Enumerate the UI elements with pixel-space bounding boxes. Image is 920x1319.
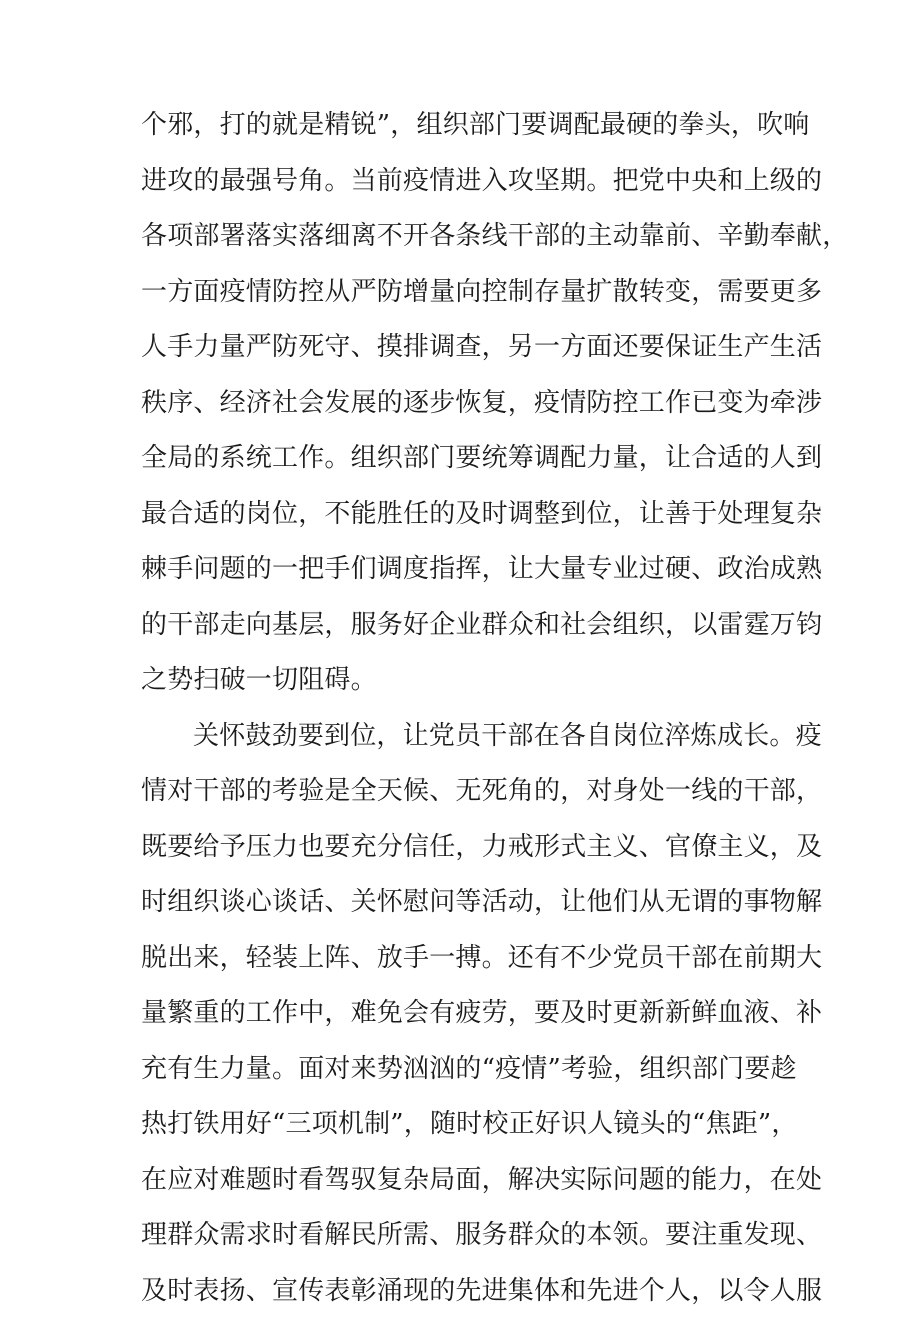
paragraph-1-line-9: 棘手问题的一把手们调度指挥，让大量专业过硬、政治成熟 [141, 542, 781, 598]
paragraph-1-line-1: 个邪，打的就是精锐”，组织部门要调配最硬的拳头，吹响 [141, 98, 781, 154]
paragraph-2-line-2: 情对干部的考验是全天候、无死角的，对身处一线的干部， [141, 764, 781, 820]
paragraph-1-line-2: 进攻的最强号角。当前疫情进入攻坚期。把党中央和上级的 [141, 154, 781, 210]
paragraph-2-line-5: 脱出来，轻装上阵、放手一搏。还有不少党员干部在前期大 [141, 931, 781, 987]
paragraph-2-line-1: 关怀鼓劲要到位，让党员干部在各自岗位淬炼成长。疫 [141, 709, 781, 765]
paragraph-1-line-4: 一方面疫情防控从严防增量向控制存量扩散转变，需要更多 [141, 265, 781, 321]
paragraph-1-line-5: 人手力量严防死守、摸排调查，另一方面还要保证生产生活 [141, 320, 781, 376]
paragraph-2-line-7: 充有生力量。面对来势汹汹的“疫情”考验，组织部门要趁 [141, 1042, 781, 1098]
paragraph-2-line-11: 及时表扬、宣传表彰涌现的先进集体和先进个人，以令人服 [141, 1264, 781, 1319]
paragraph-2-line-8: 热打铁用好“三项机制”，随时校正好识人镜头的“焦距”， [141, 1097, 781, 1153]
paragraph-1-line-7: 全局的系统工作。组织部门要统筹调配力量，让合适的人到 [141, 431, 781, 487]
paragraph-2-line-3: 既要给予压力也要充分信任，力戒形式主义、官僚主义，及 [141, 820, 781, 876]
paragraph-1-line-8: 最合适的岗位，不能胜任的及时调整到位，让善于处理复杂 [141, 487, 781, 543]
paragraph-1-line-3: 各项部署落实落细离不开各条线干部的主动靠前、辛勤奉献， [141, 209, 781, 265]
body-text [141, 98, 781, 1319]
paragraph-1-line-10: 的干部走向基层，服务好企业群众和社会组织，以雷霆万钧 [141, 598, 781, 654]
paragraph-2-line-10: 理群众需求时看解民所需、服务群众的本领。要注重发现、 [141, 1208, 781, 1264]
paragraph-1-line-6: 秩序、经济社会发展的逐步恢复，疫情防控工作已变为牵涉 [141, 376, 781, 432]
paragraph-1-line-11: 之势扫破一切阻碍。 [141, 653, 781, 709]
paragraph-2-line-4: 时组织谈心谈话、关怀慰问等活动，让他们从无谓的事物解 [141, 875, 781, 931]
paragraph-2-line-9: 在应对难题时看驾驭复杂局面，解决实际问题的能力，在处 [141, 1153, 781, 1209]
paragraph-2-line-6: 量繁重的工作中，难免会有疲劳，要及时更新新鲜血液、补 [141, 986, 781, 1042]
